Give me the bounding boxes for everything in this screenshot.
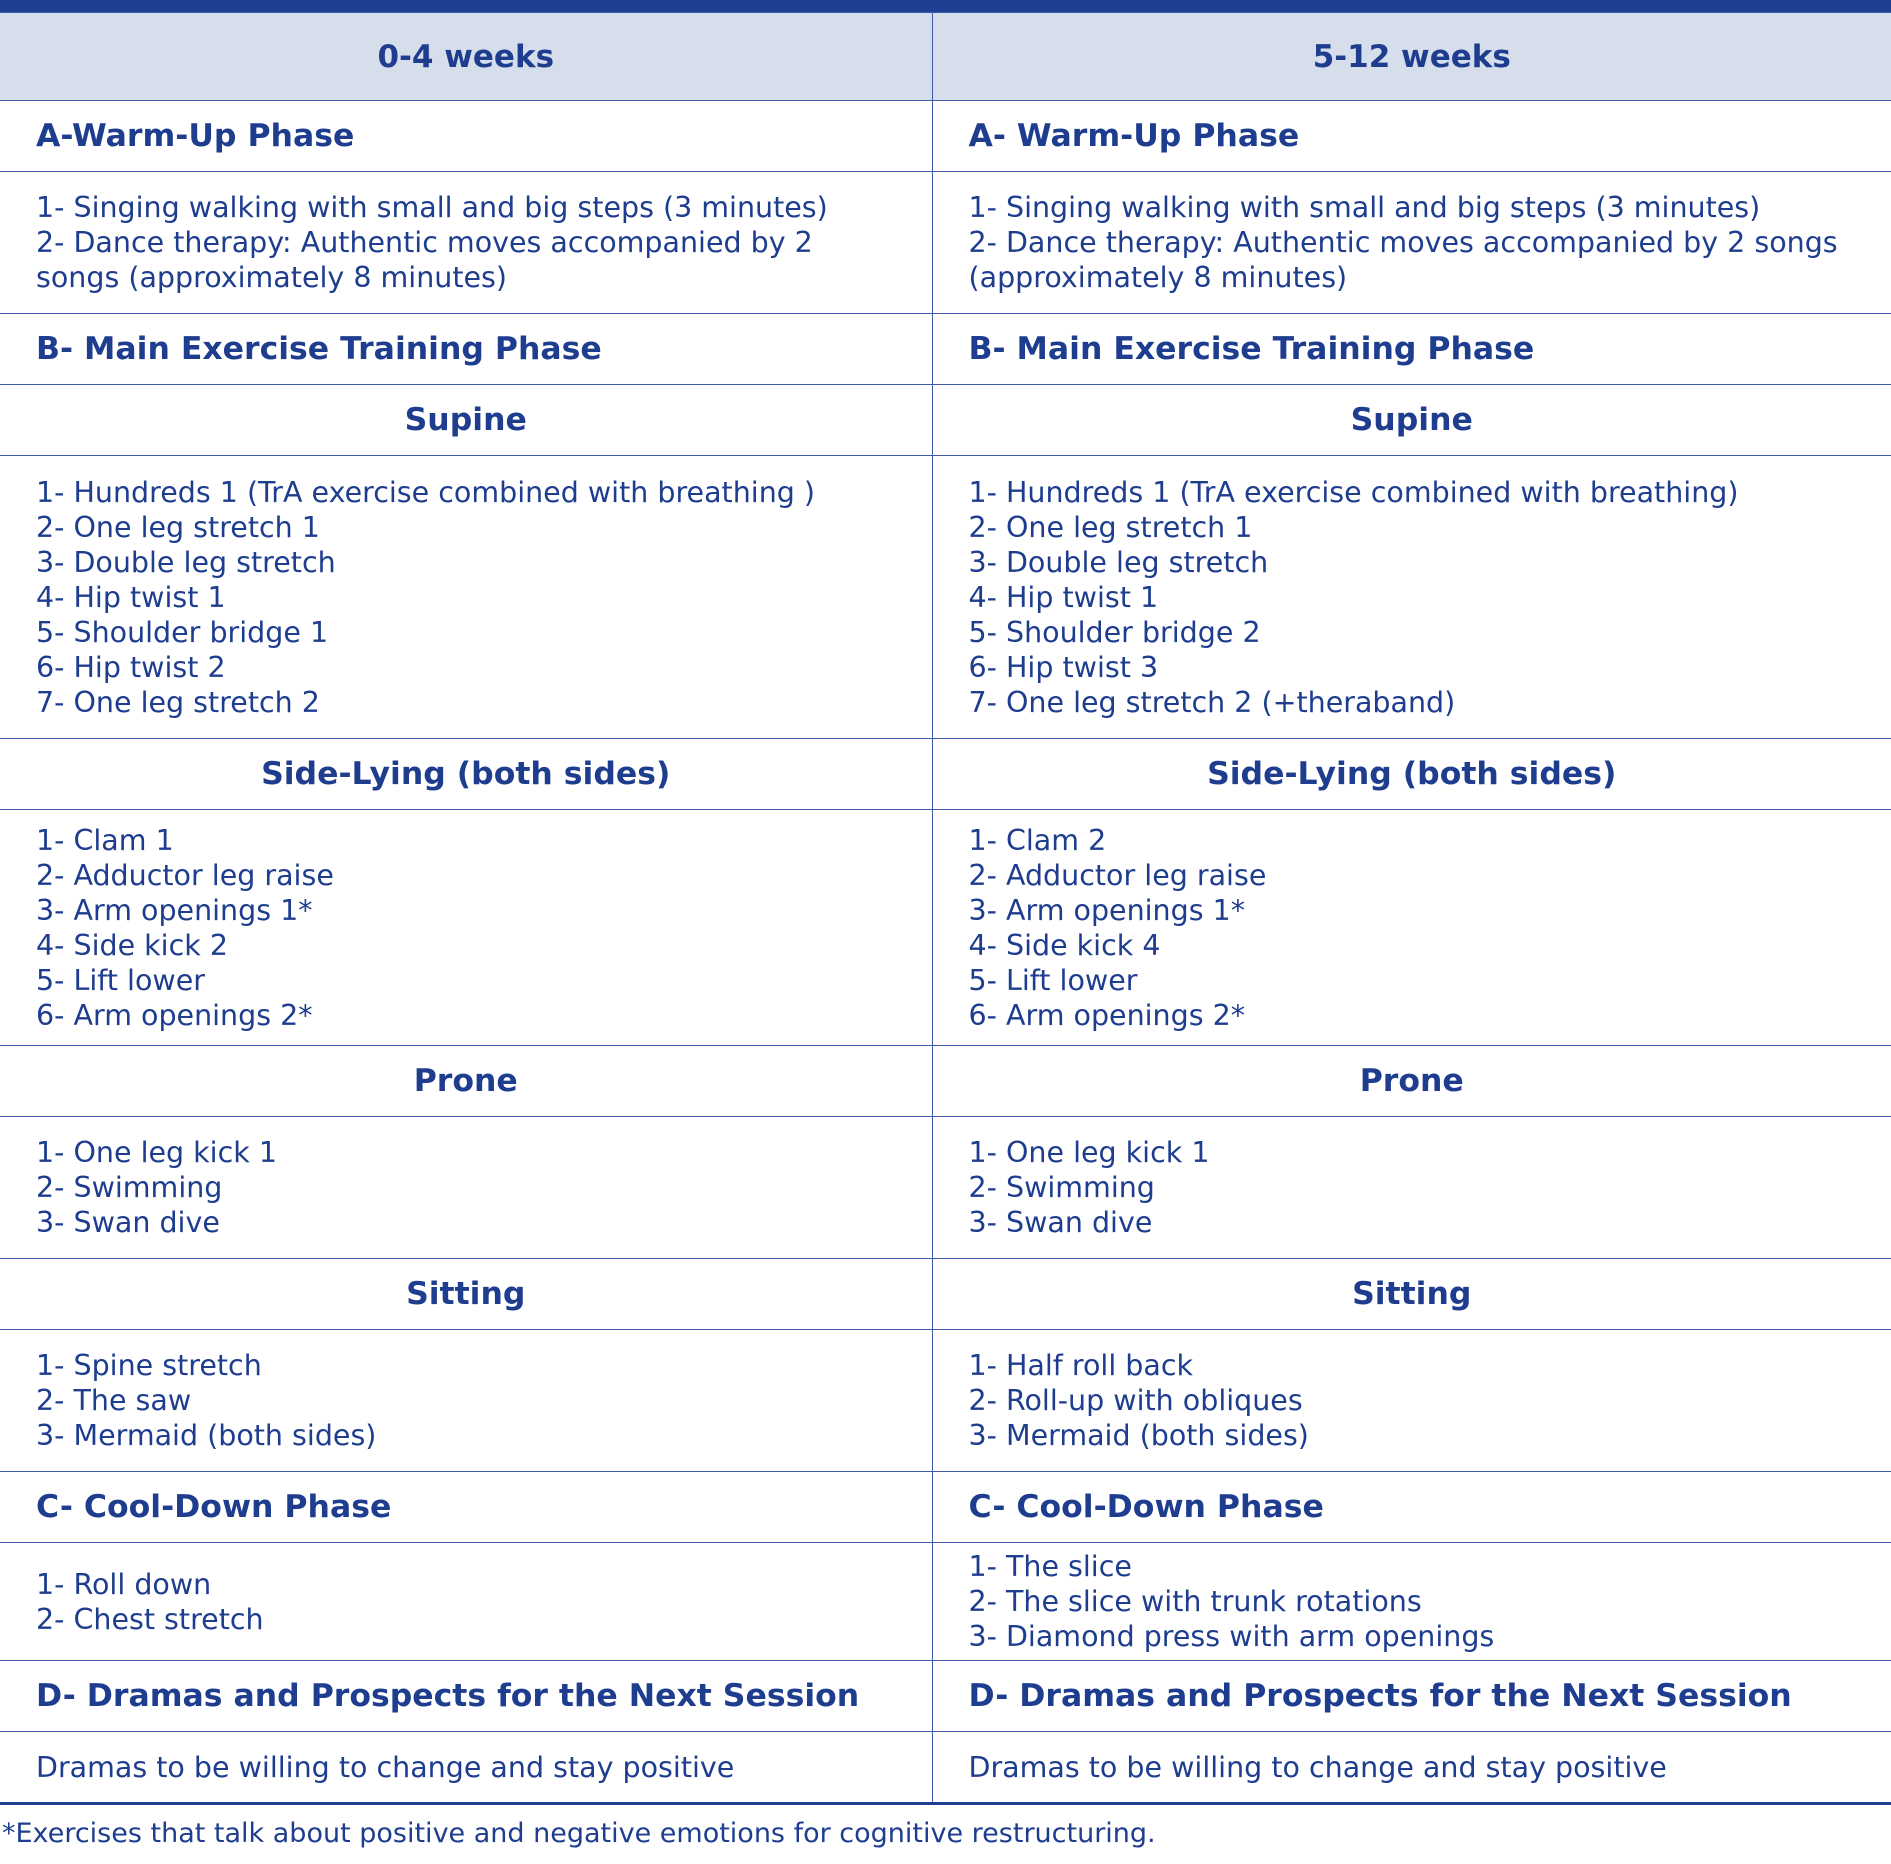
table-row: [0, 1046, 1891, 1117]
table-row: [0, 1661, 1891, 1732]
supine-exercise-list: 1- Hundreds 1 (TrA exercise combined with breathing ) 2- One leg stretch 1 3- Double leg stretch 4- Hip twist 1 5- Shoulder bridge 1 6- Hip twist 2 7- One leg stretch 2: [0, 456, 932, 739]
dramas-phase-heading: D- Dramas and Prospects for the Next Session: [932, 1661, 1891, 1732]
dramas-text: Dramas to be willing to change and stay positive: [0, 1732, 932, 1804]
main-phase-heading: B- Main Exercise Training Phase: [932, 314, 1891, 385]
main-phase-heading: B- Main Exercise Training Phase: [0, 314, 932, 385]
cool-down-phase-heading: C- Cool-Down Phase: [0, 1472, 932, 1543]
exercise-protocol-table: [0, 12, 1891, 1805]
header-5-12-weeks: 5-12 weeks: [932, 13, 1891, 101]
sitting-exercise-list: 1- Spine stretch 2- The saw 3- Mermaid (both sides): [0, 1330, 932, 1472]
table-row: [0, 810, 1891, 1046]
dramas-text: Dramas to be willing to change and stay positive: [932, 1732, 1891, 1804]
side-lying-exercise-list: 1- Clam 2 2- Adductor leg raise 3- Arm openings 1* 4- Side kick 4 5- Lift lower 6- Arm openings 2*: [932, 810, 1891, 1046]
side-lying-heading: Side-Lying (both sides): [932, 739, 1891, 810]
prone-exercise-list: 1- One leg kick 1 2- Swimming 3- Swan dive: [0, 1117, 932, 1259]
table-row: [0, 101, 1891, 172]
warmup-phase-heading: A- Warm-Up Phase: [932, 101, 1891, 172]
cool-down-exercise-list: 1- The slice 2- The slice with trunk rotations 3- Diamond press with arm openings: [932, 1543, 1891, 1661]
warmup-phase-heading: A-Warm-Up Phase: [0, 101, 932, 172]
warmup-exercise-list: 1- Singing walking with small and big steps (3 minutes) 2- Dance therapy: Authentic moves accompanied by 2 songs (approximately 8 minutes): [0, 172, 932, 314]
table-row: [0, 314, 1891, 385]
prone-heading: Prone: [932, 1046, 1891, 1117]
table-row: [0, 385, 1891, 456]
top-rule: [0, 0, 1891, 12]
table-row: [0, 1543, 1891, 1661]
prone-heading: Prone: [0, 1046, 932, 1117]
dramas-phase-heading: D- Dramas and Prospects for the Next Session: [0, 1661, 932, 1732]
table-row: [0, 1472, 1891, 1543]
table-row: [0, 739, 1891, 810]
table-row: [0, 1330, 1891, 1472]
table-row: [0, 1732, 1891, 1804]
side-lying-exercise-list: 1- Clam 1 2- Adductor leg raise 3- Arm openings 1* 4- Side kick 2 5- Lift lower 6- Arm openings 2*: [0, 810, 932, 1046]
side-lying-heading: Side-Lying (both sides): [0, 739, 932, 810]
table-row: [0, 1259, 1891, 1330]
footnote: *Exercises that talk about positive and negative emotions for cognitive restructuring.: [2, 1818, 1156, 1849]
table-row: [0, 1117, 1891, 1259]
header-0-4-weeks: 0-4 weeks: [0, 13, 932, 101]
supine-exercise-list: 1- Hundreds 1 (TrA exercise combined with breathing) 2- One leg stretch 1 3- Double leg stretch 4- Hip twist 1 5- Shoulder bridge 2 6- Hip twist 3 7- One leg stretch 2 (+theraband): [932, 456, 1891, 739]
header-row: [0, 13, 1891, 101]
warmup-exercise-list: 1- Singing walking with small and big steps (3 minutes) 2- Dance therapy: Authentic moves accompanied by 2 songs (approximately 8 minutes): [932, 172, 1891, 314]
sitting-exercise-list: 1- Half roll back 2- Roll-up with obliques 3- Mermaid (both sides): [932, 1330, 1891, 1472]
cool-down-exercise-list: 1- Roll down 2- Chest stretch: [0, 1543, 932, 1661]
supine-heading: Supine: [932, 385, 1891, 456]
cool-down-phase-heading: C- Cool-Down Phase: [932, 1472, 1891, 1543]
table-row: [0, 456, 1891, 739]
prone-exercise-list: 1- One leg kick 1 2- Swimming 3- Swan dive: [932, 1117, 1891, 1259]
table-row: [0, 172, 1891, 314]
sitting-heading: Sitting: [932, 1259, 1891, 1330]
supine-heading: Supine: [0, 385, 932, 456]
sitting-heading: Sitting: [0, 1259, 932, 1330]
